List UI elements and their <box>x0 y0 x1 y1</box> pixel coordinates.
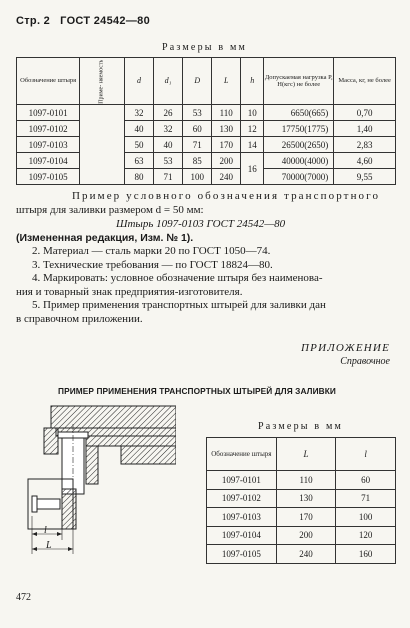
header-l: l <box>336 438 396 471</box>
header-designation: Обозначение штыря <box>17 58 80 105</box>
cell-load: 6650(665) <box>264 105 334 121</box>
cell-code: 1097-0104 <box>207 526 277 545</box>
cell-l: 60 <box>336 471 396 490</box>
cell-code: 1097-0105 <box>17 169 80 185</box>
cell-mass: 4,60 <box>334 153 396 169</box>
cell-L: 170 <box>276 508 336 527</box>
header-L: L <box>276 438 336 471</box>
cell-h: 12 <box>241 121 264 137</box>
cell-code: 1097-0104 <box>17 153 80 169</box>
cell-d1: 26 <box>153 105 183 121</box>
cell-h: 14 <box>241 137 264 153</box>
cell-L: 110 <box>276 471 336 490</box>
designation-example: Штырь 1097-0103 ГОСТ 24542—80 <box>116 218 286 230</box>
cell-load: 17750(1775) <box>264 121 334 137</box>
cell-D: 71 <box>183 137 212 153</box>
drawing-label-l: l <box>44 525 47 536</box>
example-line2: штыря для заливки размером d = 50 мм: <box>16 203 204 216</box>
header-mass: Масса, кг, не более <box>334 58 396 105</box>
cell-code: 1097-0105 <box>207 545 277 564</box>
horizontal-pin-head <box>32 496 37 512</box>
header-L: L <box>211 58 240 105</box>
table-row <box>207 526 396 545</box>
header-d: d <box>125 58 153 105</box>
horizontal-pin <box>34 499 60 509</box>
cell-code: 1097-0103 <box>17 137 80 153</box>
cell-L: 200 <box>211 153 240 169</box>
cell-mass: 9,55 <box>334 169 396 185</box>
table2-caption: Размеры в мм <box>258 421 344 432</box>
cell-L: 240 <box>276 545 336 564</box>
table-row <box>207 489 396 508</box>
cell-load: 40000(4000) <box>264 153 334 169</box>
right-block <box>121 446 176 464</box>
cell-code: 1097-0101 <box>207 471 277 490</box>
cell-d: 32 <box>125 105 153 121</box>
header-d1: d₁ <box>153 58 183 105</box>
cell-code: 1097-0102 <box>207 489 277 508</box>
table1-header-row <box>17 58 396 105</box>
cell-applicability <box>80 105 125 185</box>
table-row <box>17 169 396 185</box>
page-number: 472 <box>16 592 31 603</box>
cell-d: 63 <box>125 153 153 169</box>
middle-plate <box>86 436 176 446</box>
cell-L: 110 <box>211 105 240 121</box>
cell-mass: 2,83 <box>334 137 396 153</box>
cell-mass: 0,70 <box>334 105 396 121</box>
header-applicability: Приме- няемость <box>80 58 125 105</box>
drawing-label-L: L <box>46 540 52 551</box>
cell-d1: 53 <box>153 153 183 169</box>
table-row <box>17 137 396 153</box>
item-3: 3. Технические требования — по ГОСТ 18824—80. <box>32 258 273 271</box>
cell-mass: 1,40 <box>334 121 396 137</box>
cell-d1: 71 <box>153 169 183 185</box>
cell-code: 1097-0101 <box>17 105 80 121</box>
cell-l: 120 <box>336 526 396 545</box>
cell-L: 240 <box>211 169 240 185</box>
example-line1: Пример условного обозначения транспортного <box>72 190 381 202</box>
cell-d: 40 <box>125 121 153 137</box>
cell-d: 80 <box>125 169 153 185</box>
header-D: D <box>183 58 212 105</box>
table-row <box>207 545 396 564</box>
cell-L: 130 <box>211 121 240 137</box>
cell-l: 160 <box>336 545 396 564</box>
item-4-line1: 4. Маркировать: условное обозначение штыря без наименова- <box>32 272 323 284</box>
cell-code: 1097-0102 <box>17 121 80 137</box>
top-plate <box>51 406 176 428</box>
appendix-heading: ПРИМЕР ПРИМЕНЕНИЯ ТРАНСПОРТНЫХ ШТЫРЕЙ ДЛЯ ЗАЛИВКИ <box>58 386 336 396</box>
table1-caption: Размеры в мм <box>162 42 248 53</box>
table-row <box>17 153 396 169</box>
cell-D: 100 <box>183 169 212 185</box>
cell-h: 16 <box>241 153 264 185</box>
appendix-table <box>206 437 396 564</box>
page-label: Стр. 2 <box>16 15 51 27</box>
cell-d1: 32 <box>153 121 183 137</box>
table-row <box>17 105 396 121</box>
appendix-subtitle: Справочное <box>340 356 390 367</box>
table-row <box>17 121 396 137</box>
amended-note: (Измененная редакция, Изм. № 1). <box>16 231 194 244</box>
cell-L: 170 <box>211 137 240 153</box>
header-h: h <box>241 58 264 105</box>
standard-number: ГОСТ 24542—80 <box>60 15 150 27</box>
item-5-line2: в справочном приложении. <box>16 312 143 325</box>
item-2: 2. Материал — сталь марки 20 по ГОСТ 1050—74. <box>32 245 271 257</box>
cell-d1: 40 <box>153 137 183 153</box>
left-upper-block <box>44 428 58 454</box>
cell-L: 200 <box>276 526 336 545</box>
cell-l: 100 <box>336 508 396 527</box>
cell-h: 10 <box>241 105 264 121</box>
inner-block <box>86 446 98 484</box>
item-5-line1: 5. Пример применения транспортных штырей для заливки дан <box>32 299 326 311</box>
item-4-line2: ния и товарный знак предприятия-изготовителя. <box>16 285 243 298</box>
table-row <box>207 508 396 527</box>
cell-d: 50 <box>125 137 153 153</box>
lower-hatched-block <box>62 489 76 529</box>
cell-L: 130 <box>276 489 336 508</box>
page-header <box>16 15 150 27</box>
table2-header-row <box>207 438 396 471</box>
cell-load: 70000(7000) <box>264 169 334 185</box>
appendix-title: ПРИЛОЖЕНИЕ <box>301 342 390 354</box>
mold-pin-drawing <box>26 404 176 559</box>
cell-D: 60 <box>183 121 212 137</box>
cell-l: 71 <box>336 489 396 508</box>
cell-load: 26500(2650) <box>264 137 334 153</box>
body-text <box>16 190 396 326</box>
table-row <box>207 471 396 490</box>
dimensions-table <box>16 57 396 185</box>
cell-D: 53 <box>183 105 212 121</box>
cell-D: 85 <box>183 153 212 169</box>
header-load: Допускаемая нагрузка P, Н(кгс) не более <box>264 58 334 105</box>
cell-code: 1097-0103 <box>207 508 277 527</box>
header-designation: Обозначение штыря <box>207 438 277 471</box>
